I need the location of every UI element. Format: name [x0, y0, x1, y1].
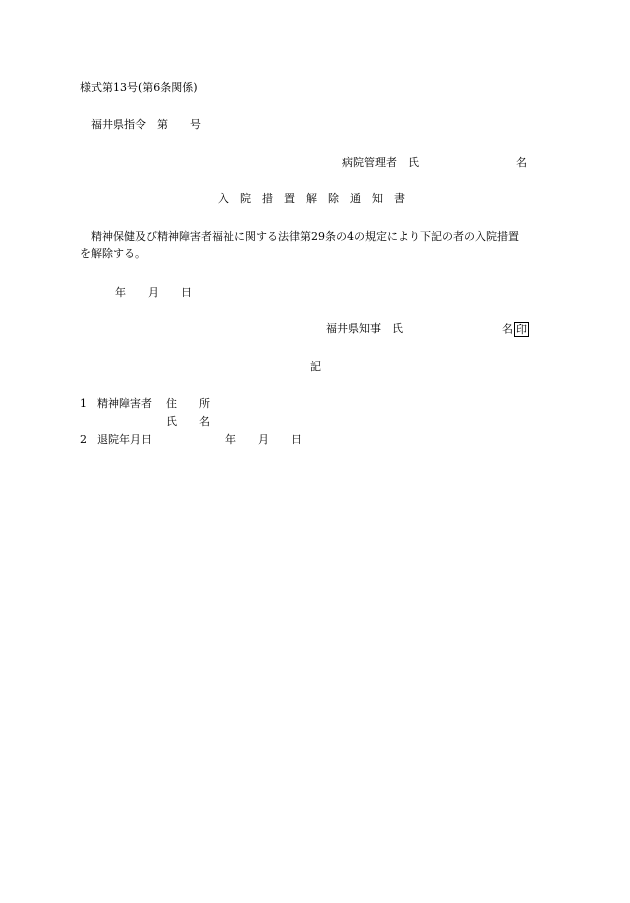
- body-text-line-2: を解除する。: [80, 247, 146, 260]
- item-1-label: 精神障害者: [97, 397, 152, 410]
- ki-label: 記: [310, 360, 321, 373]
- item-1-name-label: 氏 名: [166, 415, 210, 428]
- issuer-name-block: [502, 322, 529, 337]
- form-number: 様式第13号(第6条関係): [80, 81, 198, 94]
- item-1-number: 1: [80, 397, 87, 410]
- item-2-date-value: 年 月 日: [225, 433, 302, 446]
- issuer-label: 福井県知事 氏: [326, 322, 403, 335]
- recipient-label: 病院管理者 氏: [342, 156, 419, 169]
- item-2-label: 退院年月日: [97, 433, 152, 446]
- reference-number: 福井県指令 第 号: [91, 118, 201, 131]
- issuer-name-suffix: 名: [502, 322, 513, 336]
- issue-date: 年 月 日: [115, 286, 192, 299]
- recipient-name-suffix: 名: [516, 156, 527, 169]
- item-1-address-label: 住 所: [166, 397, 210, 410]
- body-text-line-1: 精神保健及び精神障害者福祉に関する法律第29条の4の規定により下記の者の入院措置: [91, 230, 519, 243]
- item-2-number: 2: [80, 433, 87, 446]
- document-title: 入 院 措 置 解 除 通 知 書: [218, 192, 405, 205]
- seal-mark: 印: [516, 323, 527, 336]
